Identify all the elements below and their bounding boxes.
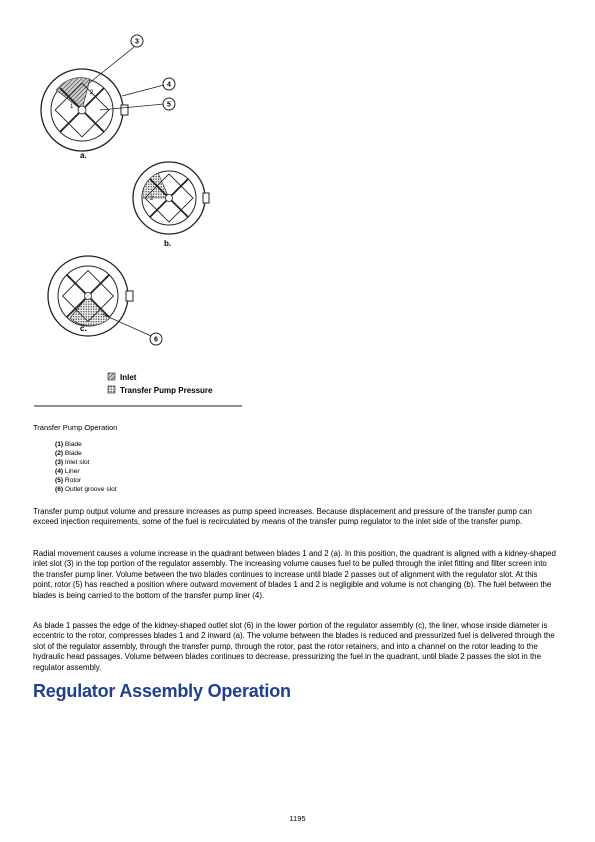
legend-num: (6) [55,486,64,493]
key-inlet-label: Inlet [120,373,137,382]
panel-label-b: b. [164,239,172,248]
legend-text: Outlet groove slot [64,486,117,493]
rotor-label-a1: 1 [70,104,74,110]
figure-caption: Transfer Pump Operation [33,423,118,432]
pump-diagram-a [41,69,128,151]
legend-item [55,449,117,458]
body-paragraph-2: Radial movement causes a volume increase in the quadrant between blades 1 and 2 (a). In this position, the quadrant is aligned with a kidney-shaped inlet slot (3) in the top portion of the regulator assembly. The increasing volume causes fuel to be pulled through the inlet fitting and filter screen into the transfer pump liner. Volume between the two blades continues to increase until blade 2 passes out of alignment with the regulator slot. At this point, rotor (5) has reached a position where outward movement of blades 1 and 2 is negligible and volume is not changing (b). The fuel between the blades is being carried to the bottom of the transfer pump liner (4). [33,549,556,600]
legend-text: Liner [64,468,80,475]
page-number: 1195 [289,814,306,823]
legend-item [55,458,117,467]
legend-item [55,467,117,476]
key-pressure-label: Transfer Pump Pressure [120,386,213,395]
panel-label-c: c. [80,324,87,333]
legend-text: Blade [64,441,82,448]
transfer-pump-figure [30,28,250,413]
pump-diagram-c [48,256,133,336]
body-paragraph-1: Transfer pump output volume and pressure increases as pump speed increases. Because displacement and pressure of the transfer pump can exceed injection requirements, some of the fuel is recirculated by means of the transfer pump regulator to the inlet side of the transfer pump. [33,507,532,527]
inlet-swatch [108,373,115,380]
panel-label-a: a. [80,151,87,160]
callout-3-label: 3 [135,38,139,46]
callout-5-label: 5 [167,101,171,109]
legend-num: (1) [55,441,64,448]
pump-diagram-b [133,162,209,234]
legend-num: (3) [55,459,64,466]
legend-text: Inlet slot [64,459,90,466]
legend-num: (4) [55,468,64,475]
figure-legend [55,440,117,494]
legend-num: (5) [55,477,64,484]
legend-item [55,440,117,449]
legend-item [55,476,117,485]
legend-text: Rotor [64,477,82,484]
rotor-label-b2: 2 [150,196,154,202]
legend-item [55,485,117,494]
legend-text: Blade [64,450,82,457]
body-paragraph-3: As blade 1 passes the edge of the kidney-shaped outlet slot (6) in the lower portion of the regulator assembly (c), the liner, whose inside diameter is eccentric to the rotor, compresses blades 1 and 2 inward (a). The volume between the blades is reduced and pressurized fuel is delivered through the slot of the regulator assembly, through the transfer pump, through the rotor, past the rotor retainers, and into a channel on the rotor leading to the hydraulic head passages. Volume between blades continues to decrease, pressurizing the fuel in the quadrant, until blade 2 passes the slot in the regulator assembly. [33,621,555,672]
callout-6-label: 6 [154,336,158,344]
section-heading: Regulator Assembly Operation [33,681,291,701]
legend-num: (2) [55,450,64,457]
rotor-label-a2: 2 [90,90,94,96]
callout-4-label: 4 [167,81,171,89]
pressure-swatch [108,386,115,393]
